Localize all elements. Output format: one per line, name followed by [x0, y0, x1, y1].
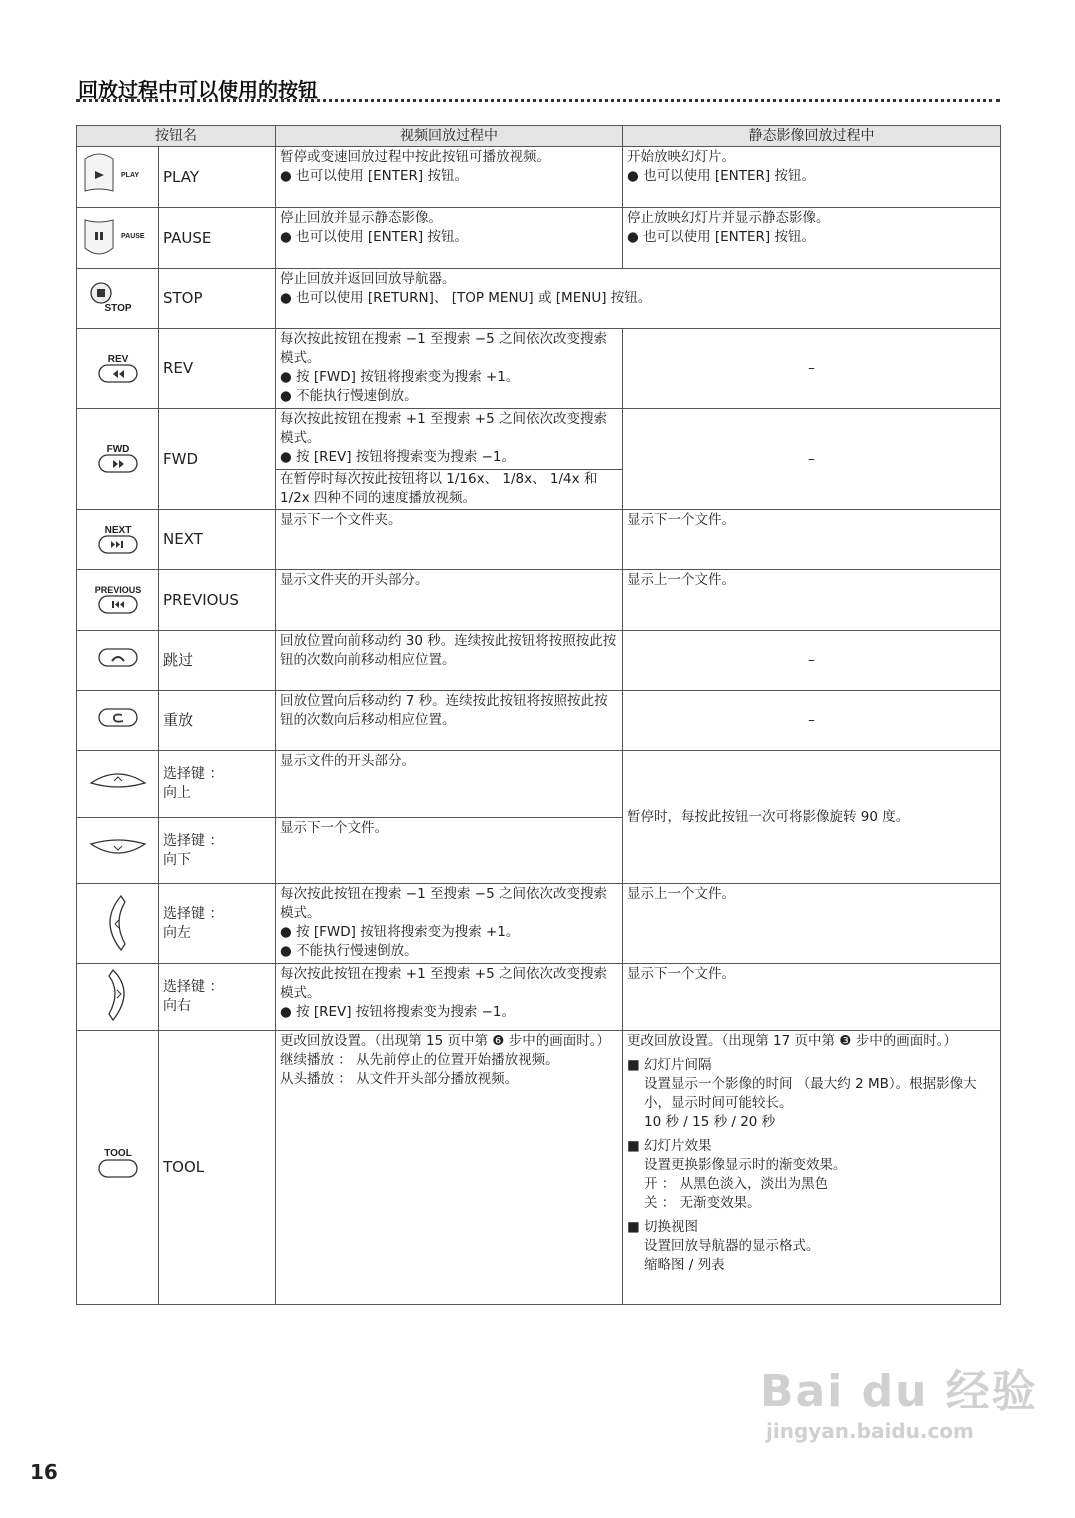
cell-text: 10 秒 / 15 秒 / 20 秒 [644, 1114, 776, 1130]
button-name-cell [159, 884, 276, 964]
button-table [76, 125, 1001, 1305]
left-button-icon [77, 886, 159, 956]
table-header [77, 126, 1001, 147]
icon-label: PREVIOUS [94, 585, 142, 595]
still-not-applicable: – [623, 329, 1001, 409]
button-direction: 向上 [163, 785, 191, 801]
still-description-cell [623, 570, 1001, 631]
tool-option-heading: ■ 幻灯片间隔 [627, 1057, 712, 1073]
button-name-cell [159, 269, 276, 329]
button-icon-cell [77, 269, 159, 329]
cell-text: 暂停或变速回放过程中按此按钮可播放视频。 [280, 149, 550, 165]
button-icon-cell [77, 510, 159, 570]
icon-label: NEXT [104, 525, 132, 536]
cell-text: 显示下一个文件。 [627, 966, 735, 982]
cell-text: 停止回放并返回回放导航器。 [280, 271, 456, 287]
button-icon-cell [77, 329, 159, 409]
next-button-icon [77, 510, 159, 563]
icon-label: STOP [104, 303, 132, 314]
still-tool-cell [623, 1031, 1001, 1305]
button-name: 选择键 ： [163, 905, 224, 922]
video-description-cell [276, 147, 623, 208]
button-name: TOOL [163, 1158, 205, 1176]
icon-label: FWD [106, 444, 130, 455]
button-name-cell [159, 570, 276, 631]
button-name: 跳过 [163, 651, 194, 669]
stop-button-icon [77, 269, 159, 322]
table-row [77, 510, 1001, 570]
icon-label: REV [107, 353, 129, 365]
right-button-icon [77, 964, 159, 1024]
table-row [77, 631, 1001, 691]
button-name-cell [159, 751, 276, 818]
cell-text: ● 也可以使用 [ENTER] 按钮。 [627, 168, 815, 184]
video-description-cell [276, 964, 623, 1031]
cell-text: 每次按此按钮在搜索 −1 至搜索 −5 之间依次改变搜索模式。 [280, 331, 607, 366]
tool-option-heading: ■ 切换视图 [627, 1219, 699, 1235]
cell-text: 关 ： 无渐变效果。 [644, 1195, 761, 1211]
cell-text: 显示下一个文件。 [627, 512, 735, 528]
button-name-cell [159, 147, 276, 208]
cell-text: 显示上一个文件。 [627, 572, 735, 588]
play-button-icon [77, 147, 159, 201]
icon-label: PAUSE [121, 233, 145, 240]
cell-text: ● 也可以使用 [ENTER] 按钮。 [627, 229, 815, 245]
up-button-icon [77, 751, 159, 811]
pause-button-icon [77, 208, 159, 262]
cell-text: 回放位置向后移动约 7 秒。连续按此按钮将按照按此按钮的次数向后移动相应位置。 [280, 693, 608, 728]
button-name-cell [159, 208, 276, 269]
cell-text: ● 按 [FWD] 按钮将搜索变为搜索 +1。 [280, 369, 520, 385]
button-name-cell [159, 510, 276, 570]
baidu-watermark: Bai du 经验 jingyan.baidu.com [760, 1366, 1038, 1443]
previous-button-icon [77, 570, 159, 624]
button-name: 选择键 ： [163, 832, 224, 849]
video-description-cell [276, 208, 623, 269]
button-name: STOP [163, 289, 203, 307]
down-button-icon [77, 818, 159, 877]
button-name: REV [163, 359, 194, 377]
tool-option-section [627, 1137, 996, 1213]
cell-text: ● 按 [REV] 按钮将搜索变为搜索 −1。 [280, 1004, 516, 1020]
table-row [77, 147, 1001, 208]
button-icon-cell [77, 818, 159, 884]
cell-text: 显示文件的开头部分。 [280, 753, 415, 769]
table-row [77, 691, 1001, 751]
table-row [77, 751, 1001, 818]
cell-text: 显示下一个文件夹。 [280, 512, 402, 528]
still-not-applicable: – [623, 691, 1001, 751]
table-row [77, 208, 1001, 269]
still-not-applicable: – [623, 631, 1001, 691]
video-sub-description [276, 469, 622, 508]
cell-text: 每次按此按钮在搜索 +1 至搜索 +5 之间依次改变搜索模式。 [280, 411, 607, 446]
tool-option-heading: ■ 幻灯片效果 [627, 1138, 712, 1154]
button-name: PREVIOUS [163, 590, 239, 609]
cell-text: 每次按此按钮在搜索 +1 至搜索 +5 之间依次改变搜索模式。 [280, 966, 607, 1001]
video-description-cell [276, 329, 623, 409]
icon-label: PLAY [121, 172, 140, 179]
cell-text: ● 也可以使用 [ENTER] 按钮。 [280, 168, 468, 184]
button-name-cell [159, 818, 276, 884]
tool-option-section [627, 1056, 996, 1132]
table-row [77, 269, 1001, 329]
button-name: PLAY [163, 167, 200, 186]
still-not-applicable: – [623, 409, 1001, 510]
button-name: 重放 [163, 711, 194, 729]
tool-option-details [627, 1156, 996, 1213]
cell-text: 更改回放设置。（出现第 15 页中第 ❻ 步中的画面时。） [280, 1033, 610, 1049]
cell-text: 设置回放导航器的显示格式。 [644, 1238, 820, 1254]
cell-text: 显示下一个文件。 [280, 820, 388, 836]
button-icon-cell [77, 1031, 159, 1305]
table-row [77, 329, 1001, 409]
still-description-cell [623, 884, 1001, 964]
still-description-cell: 暂停时，每按此按钮一次可将影像旋转 90 度。 [623, 751, 1001, 884]
header-button-name: 按钮名 [77, 126, 276, 147]
cell-text: 开始放映幻灯片。 [627, 149, 735, 165]
button-name: PAUSE [163, 228, 212, 247]
skip-button-icon [77, 631, 159, 684]
button-icon-cell [77, 631, 159, 691]
title-divider [76, 99, 1000, 102]
button-icon-cell [77, 964, 159, 1031]
still-description-cell [623, 208, 1001, 269]
cell-text: 回放位置向前移动约 30 秒。连续按此按钮将按照按此按钮的次数向前移动相应位置。 [280, 633, 617, 668]
replay-button-icon [77, 691, 159, 744]
cell-text: 开 ： 从黑色淡入，淡出为黑色 [644, 1176, 829, 1192]
tool-option-section [627, 1218, 996, 1275]
still-description-cell [623, 510, 1001, 570]
button-name-cell [159, 964, 276, 1031]
cell-text: ● 也可以使用 [ENTER] 按钮。 [280, 229, 468, 245]
cell-text: 显示文件夹的开头部分。 [280, 572, 429, 588]
button-icon-cell [77, 208, 159, 269]
video-description-cell [276, 631, 623, 691]
section-title: 回放过程中可以使用的按钮 [78, 78, 318, 102]
button-name: 选择键 ： [163, 979, 224, 995]
header-video: 视频回放过程中 [276, 126, 623, 147]
cell-text: 停止回放并显示静态影像。 [280, 210, 442, 226]
button-name-cell [159, 691, 276, 751]
still-description-cell [623, 147, 1001, 208]
still-description-cell [623, 964, 1001, 1031]
button-name-cell [159, 631, 276, 691]
table-row [77, 964, 1001, 1031]
tool-button-icon [77, 1130, 159, 1200]
video-description-cell [276, 409, 623, 510]
cell-text: 从头播放 ： 从文件开头部分播放视频。 [280, 1071, 519, 1087]
tool-option-details [627, 1237, 996, 1275]
video-description-cell [276, 818, 623, 884]
cell-text: ● 不能执行慢速倒放。 [280, 943, 418, 959]
tool-option-details [627, 1075, 996, 1132]
button-name-cell [159, 409, 276, 510]
cell-text: 停止放映幻灯片并显示静态影像。 [627, 210, 830, 226]
button-icon-cell [77, 409, 159, 510]
cell-text: 显示上一个文件。 [627, 886, 735, 902]
button-name: NEXT [163, 530, 203, 548]
video-description-cell [276, 884, 623, 964]
table-row [77, 570, 1001, 631]
cell-text: 设置显示一个影像的时间 （最大约 2 MB）。根据影像大小，显示时间可能较长。 [644, 1076, 977, 1111]
table-row [77, 884, 1001, 964]
fwd-button-icon [77, 421, 159, 491]
cell-text: ● 按 [REV] 按钮将搜索变为搜索 −1。 [280, 449, 516, 465]
cell-text: 继续播放 ： 从先前停止的位置开始播放视频。 [280, 1052, 559, 1068]
button-icon-cell [77, 691, 159, 751]
video-description-cell [276, 751, 623, 818]
button-icon-cell [77, 147, 159, 208]
icon-label: TOOL [104, 1147, 132, 1159]
button-name-cell [159, 1031, 276, 1305]
button-name: FWD [163, 449, 199, 468]
cell-text: 在暂停时每次按此按钮将以 1/16x、 1/8x、 1/4x 和 1/2x 四种不同的速度播放视频。 [280, 471, 598, 506]
button-direction: 向左 [163, 924, 191, 941]
table-row [77, 1031, 1001, 1305]
video-description-cell [276, 510, 623, 570]
cell-text: 设置更换影像显示时的渐变效果。 [644, 1157, 847, 1173]
button-icon-cell [77, 751, 159, 818]
tool-intro: 更改回放设置。（出现第 17 页中第 ❸ 步中的画面时。） [627, 1033, 957, 1049]
description-cell [276, 269, 1001, 329]
button-icon-cell [77, 884, 159, 964]
cell-text: 每次按此按钮在搜索 −1 至搜索 −5 之间依次改变搜索模式。 [280, 886, 607, 921]
video-description-cell [276, 691, 623, 751]
rev-button-icon [77, 331, 159, 401]
cell-text: 缩略图 / 列表 [644, 1257, 725, 1273]
table-row [77, 409, 1001, 510]
video-description-cell [276, 1031, 623, 1305]
button-icon-cell [77, 570, 159, 631]
cell-text: ● 也可以使用 [RETURN]、 [TOP MENU] 或 [MENU] 按钮。 [280, 290, 652, 306]
page-number: 16 [30, 1460, 58, 1484]
button-name: 选择键 ： [163, 766, 224, 782]
button-direction: 向下 [163, 851, 191, 868]
video-description-cell [276, 570, 623, 631]
button-name-cell [159, 329, 276, 409]
button-direction: 向右 [163, 998, 191, 1014]
cell-text: ● 不能执行慢速倒放。 [280, 388, 418, 404]
header-still: 静态影像回放过程中 [623, 126, 1001, 147]
cell-text: ● 按 [FWD] 按钮将搜索变为搜索 +1。 [280, 924, 520, 940]
